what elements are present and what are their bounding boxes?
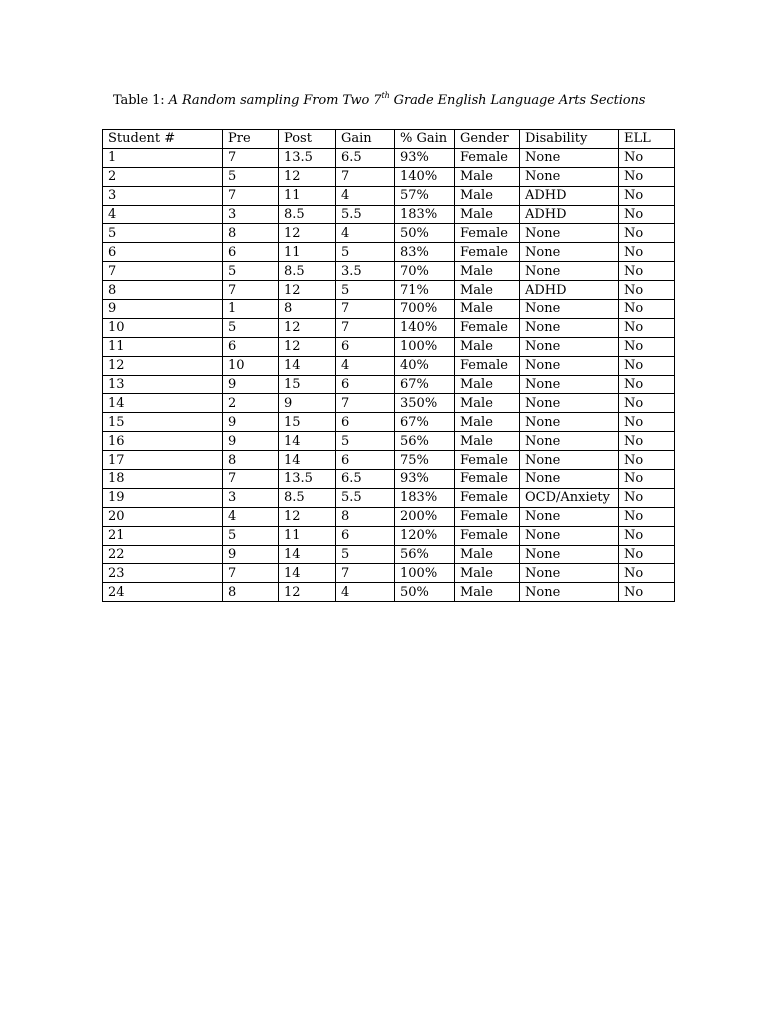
cell-gender: Male	[455, 337, 520, 356]
cell-student-number: 20	[103, 507, 223, 526]
cell-percent-gain: 57%	[395, 186, 455, 205]
cell-ell: No	[619, 167, 675, 186]
cell-percent-gain: 140%	[395, 167, 455, 186]
cell-gender: Female	[455, 224, 520, 243]
cell-gender: Female	[455, 488, 520, 507]
table-row	[103, 507, 675, 526]
cell-pre: 5	[223, 318, 279, 337]
cell-gender: Male	[455, 375, 520, 394]
cell-ell: No	[619, 564, 675, 583]
cell-student-number: 9	[103, 300, 223, 319]
cell-gain: 6.5	[336, 470, 395, 489]
cell-post: 12	[279, 281, 336, 300]
cell-student-number: 6	[103, 243, 223, 262]
cell-student-number: 21	[103, 526, 223, 545]
cell-pre: 3	[223, 488, 279, 507]
cell-student-number: 5	[103, 224, 223, 243]
cell-student-number: 18	[103, 470, 223, 489]
cell-gain: 4	[336, 186, 395, 205]
cell-percent-gain: 40%	[395, 356, 455, 375]
cell-student-number: 2	[103, 167, 223, 186]
cell-gender: Male	[455, 186, 520, 205]
table-row	[103, 526, 675, 545]
cell-percent-gain: 350%	[395, 394, 455, 413]
table-body	[103, 148, 675, 601]
cell-post: 12	[279, 167, 336, 186]
cell-gain: 6	[336, 526, 395, 545]
cell-disability: None	[520, 356, 619, 375]
cell-post: 14	[279, 545, 336, 564]
cell-ell: No	[619, 205, 675, 224]
cell-post: 14	[279, 356, 336, 375]
cell-student-number: 17	[103, 451, 223, 470]
cell-gain: 4	[336, 356, 395, 375]
cell-pre: 9	[223, 432, 279, 451]
cell-percent-gain: 700%	[395, 300, 455, 319]
cell-gender: Female	[455, 356, 520, 375]
cell-post: 13.5	[279, 470, 336, 489]
cell-gain: 4	[336, 224, 395, 243]
table-row	[103, 583, 675, 602]
cell-student-number: 1	[103, 148, 223, 167]
cell-pre: 3	[223, 205, 279, 224]
cell-percent-gain: 70%	[395, 262, 455, 281]
table-caption	[113, 93, 645, 108]
cell-post: 12	[279, 318, 336, 337]
cell-gain: 8	[336, 507, 395, 526]
column-header-ell: ELL	[619, 130, 675, 149]
cell-post: 12	[279, 337, 336, 356]
cell-pre: 9	[223, 375, 279, 394]
cell-pre: 8	[223, 224, 279, 243]
column-header-student-number: Student #	[103, 130, 223, 149]
cell-disability: None	[520, 318, 619, 337]
cell-ell: No	[619, 545, 675, 564]
cell-disability: None	[520, 148, 619, 167]
cell-disability: None	[520, 451, 619, 470]
table-row	[103, 470, 675, 489]
cell-pre: 10	[223, 356, 279, 375]
cell-post: 15	[279, 413, 336, 432]
cell-disability: None	[520, 243, 619, 262]
cell-gender: Female	[455, 470, 520, 489]
cell-pre: 7	[223, 148, 279, 167]
cell-gender: Male	[455, 432, 520, 451]
column-header-pre: Pre	[223, 130, 279, 149]
cell-gain: 5	[336, 432, 395, 451]
cell-ell: No	[619, 470, 675, 489]
table-row	[103, 356, 675, 375]
cell-percent-gain: 120%	[395, 526, 455, 545]
cell-percent-gain: 50%	[395, 224, 455, 243]
cell-percent-gain: 50%	[395, 583, 455, 602]
cell-disability: None	[520, 375, 619, 394]
cell-disability: None	[520, 507, 619, 526]
cell-pre: 4	[223, 507, 279, 526]
table-row	[103, 318, 675, 337]
cell-ell: No	[619, 243, 675, 262]
cell-gain: 6.5	[336, 148, 395, 167]
cell-percent-gain: 183%	[395, 205, 455, 224]
table-row	[103, 224, 675, 243]
cell-percent-gain: 93%	[395, 470, 455, 489]
cell-ell: No	[619, 186, 675, 205]
cell-student-number: 23	[103, 564, 223, 583]
cell-gain: 5	[336, 545, 395, 564]
cell-post: 8	[279, 300, 336, 319]
cell-gender: Male	[455, 262, 520, 281]
table-row	[103, 413, 675, 432]
table-row	[103, 375, 675, 394]
cell-percent-gain: 100%	[395, 564, 455, 583]
cell-pre: 1	[223, 300, 279, 319]
cell-disability: None	[520, 413, 619, 432]
cell-disability: ADHD	[520, 186, 619, 205]
table-row	[103, 281, 675, 300]
cell-pre: 6	[223, 243, 279, 262]
table-row	[103, 337, 675, 356]
column-header-percent-gain: % Gain	[395, 130, 455, 149]
cell-gender: Female	[455, 451, 520, 470]
cell-student-number: 3	[103, 186, 223, 205]
cell-gender: Female	[455, 148, 520, 167]
cell-student-number: 13	[103, 375, 223, 394]
cell-disability: None	[520, 262, 619, 281]
cell-student-number: 19	[103, 488, 223, 507]
cell-disability: None	[520, 470, 619, 489]
cell-gender: Male	[455, 564, 520, 583]
cell-post: 8.5	[279, 262, 336, 281]
table-header-row	[103, 130, 675, 149]
cell-student-number: 4	[103, 205, 223, 224]
cell-disability: ADHD	[520, 205, 619, 224]
cell-pre: 5	[223, 526, 279, 545]
cell-percent-gain: 67%	[395, 413, 455, 432]
cell-disability: None	[520, 337, 619, 356]
cell-percent-gain: 56%	[395, 432, 455, 451]
cell-post: 13.5	[279, 148, 336, 167]
cell-student-number: 15	[103, 413, 223, 432]
cell-ell: No	[619, 432, 675, 451]
cell-gain: 7	[336, 318, 395, 337]
caption-label: Table 1:	[113, 93, 165, 108]
column-header-disability: Disability	[520, 130, 619, 149]
table-row	[103, 167, 675, 186]
cell-post: 12	[279, 583, 336, 602]
cell-disability: OCD/Anxiety	[520, 488, 619, 507]
cell-disability: ADHD	[520, 281, 619, 300]
cell-gender: Male	[455, 545, 520, 564]
cell-pre: 7	[223, 470, 279, 489]
table-row	[103, 488, 675, 507]
caption-title	[169, 93, 646, 108]
cell-gain: 6	[336, 413, 395, 432]
cell-ell: No	[619, 507, 675, 526]
cell-ell: No	[619, 583, 675, 602]
cell-gender: Female	[455, 243, 520, 262]
cell-ell: No	[619, 413, 675, 432]
cell-gender: Male	[455, 394, 520, 413]
cell-disability: None	[520, 300, 619, 319]
cell-post: 14	[279, 432, 336, 451]
cell-student-number: 16	[103, 432, 223, 451]
cell-gender: Male	[455, 583, 520, 602]
cell-ell: No	[619, 300, 675, 319]
cell-student-number: 24	[103, 583, 223, 602]
cell-pre: 6	[223, 337, 279, 356]
cell-pre: 5	[223, 167, 279, 186]
column-header-gain: Gain	[336, 130, 395, 149]
caption-title-superscript: th	[381, 91, 390, 100]
cell-ell: No	[619, 337, 675, 356]
cell-pre: 7	[223, 186, 279, 205]
cell-ell: No	[619, 526, 675, 545]
cell-post: 12	[279, 507, 336, 526]
column-header-post: Post	[279, 130, 336, 149]
caption-title-main: A Random sampling From Two 7	[168, 93, 382, 108]
cell-gain: 5	[336, 243, 395, 262]
cell-student-number: 11	[103, 337, 223, 356]
table-row	[103, 394, 675, 413]
cell-pre: 7	[223, 281, 279, 300]
cell-gain: 7	[336, 394, 395, 413]
cell-disability: None	[520, 583, 619, 602]
cell-ell: No	[619, 488, 675, 507]
cell-post: 11	[279, 526, 336, 545]
cell-pre: 7	[223, 564, 279, 583]
cell-gain: 4	[336, 583, 395, 602]
cell-percent-gain: 93%	[395, 148, 455, 167]
cell-post: 11	[279, 186, 336, 205]
cell-percent-gain: 140%	[395, 318, 455, 337]
cell-pre: 8	[223, 583, 279, 602]
student-scores-table	[102, 129, 675, 602]
cell-ell: No	[619, 262, 675, 281]
cell-gain: 3.5	[336, 262, 395, 281]
cell-post: 11	[279, 243, 336, 262]
cell-percent-gain: 200%	[395, 507, 455, 526]
cell-gender: Male	[455, 281, 520, 300]
cell-disability: None	[520, 432, 619, 451]
cell-student-number: 7	[103, 262, 223, 281]
cell-disability: None	[520, 394, 619, 413]
cell-ell: No	[619, 281, 675, 300]
cell-gender: Female	[455, 507, 520, 526]
cell-percent-gain: 71%	[395, 281, 455, 300]
cell-disability: None	[520, 224, 619, 243]
cell-pre: 2	[223, 394, 279, 413]
cell-gain: 6	[336, 375, 395, 394]
cell-disability: None	[520, 167, 619, 186]
cell-student-number: 8	[103, 281, 223, 300]
cell-gain: 5.5	[336, 205, 395, 224]
cell-pre: 5	[223, 262, 279, 281]
cell-ell: No	[619, 356, 675, 375]
table-row	[103, 432, 675, 451]
caption-title-rest: Grade English Language Arts Sections	[389, 93, 646, 108]
table-row	[103, 186, 675, 205]
cell-post: 8.5	[279, 488, 336, 507]
cell-gain: 7	[336, 300, 395, 319]
cell-post: 12	[279, 224, 336, 243]
cell-percent-gain: 100%	[395, 337, 455, 356]
cell-ell: No	[619, 224, 675, 243]
cell-percent-gain: 67%	[395, 375, 455, 394]
column-header-gender: Gender	[455, 130, 520, 149]
table-row	[103, 148, 675, 167]
cell-gender: Male	[455, 205, 520, 224]
cell-student-number: 22	[103, 545, 223, 564]
cell-post: 8.5	[279, 205, 336, 224]
cell-percent-gain: 83%	[395, 243, 455, 262]
cell-pre: 9	[223, 545, 279, 564]
cell-ell: No	[619, 375, 675, 394]
cell-percent-gain: 75%	[395, 451, 455, 470]
table-row	[103, 451, 675, 470]
cell-gender: Female	[455, 526, 520, 545]
cell-pre: 9	[223, 413, 279, 432]
cell-disability: None	[520, 564, 619, 583]
cell-percent-gain: 183%	[395, 488, 455, 507]
cell-ell: No	[619, 148, 675, 167]
cell-pre: 8	[223, 451, 279, 470]
cell-gender: Male	[455, 413, 520, 432]
cell-gain: 6	[336, 451, 395, 470]
cell-post: 14	[279, 451, 336, 470]
cell-gender: Male	[455, 167, 520, 186]
table-row	[103, 205, 675, 224]
cell-gender: Male	[455, 300, 520, 319]
cell-gain: 7	[336, 564, 395, 583]
cell-gain: 5	[336, 281, 395, 300]
cell-post: 15	[279, 375, 336, 394]
table-row	[103, 300, 675, 319]
cell-ell: No	[619, 318, 675, 337]
table-row	[103, 564, 675, 583]
table-row	[103, 545, 675, 564]
cell-ell: No	[619, 394, 675, 413]
cell-student-number: 14	[103, 394, 223, 413]
cell-gain: 5.5	[336, 488, 395, 507]
cell-student-number: 10	[103, 318, 223, 337]
cell-post: 14	[279, 564, 336, 583]
cell-post: 9	[279, 394, 336, 413]
cell-student-number: 12	[103, 356, 223, 375]
cell-ell: No	[619, 451, 675, 470]
cell-gain: 6	[336, 337, 395, 356]
cell-gain: 7	[336, 167, 395, 186]
cell-percent-gain: 56%	[395, 545, 455, 564]
cell-disability: None	[520, 545, 619, 564]
table-row	[103, 262, 675, 281]
cell-disability: None	[520, 526, 619, 545]
cell-gender: Female	[455, 318, 520, 337]
table-row	[103, 243, 675, 262]
